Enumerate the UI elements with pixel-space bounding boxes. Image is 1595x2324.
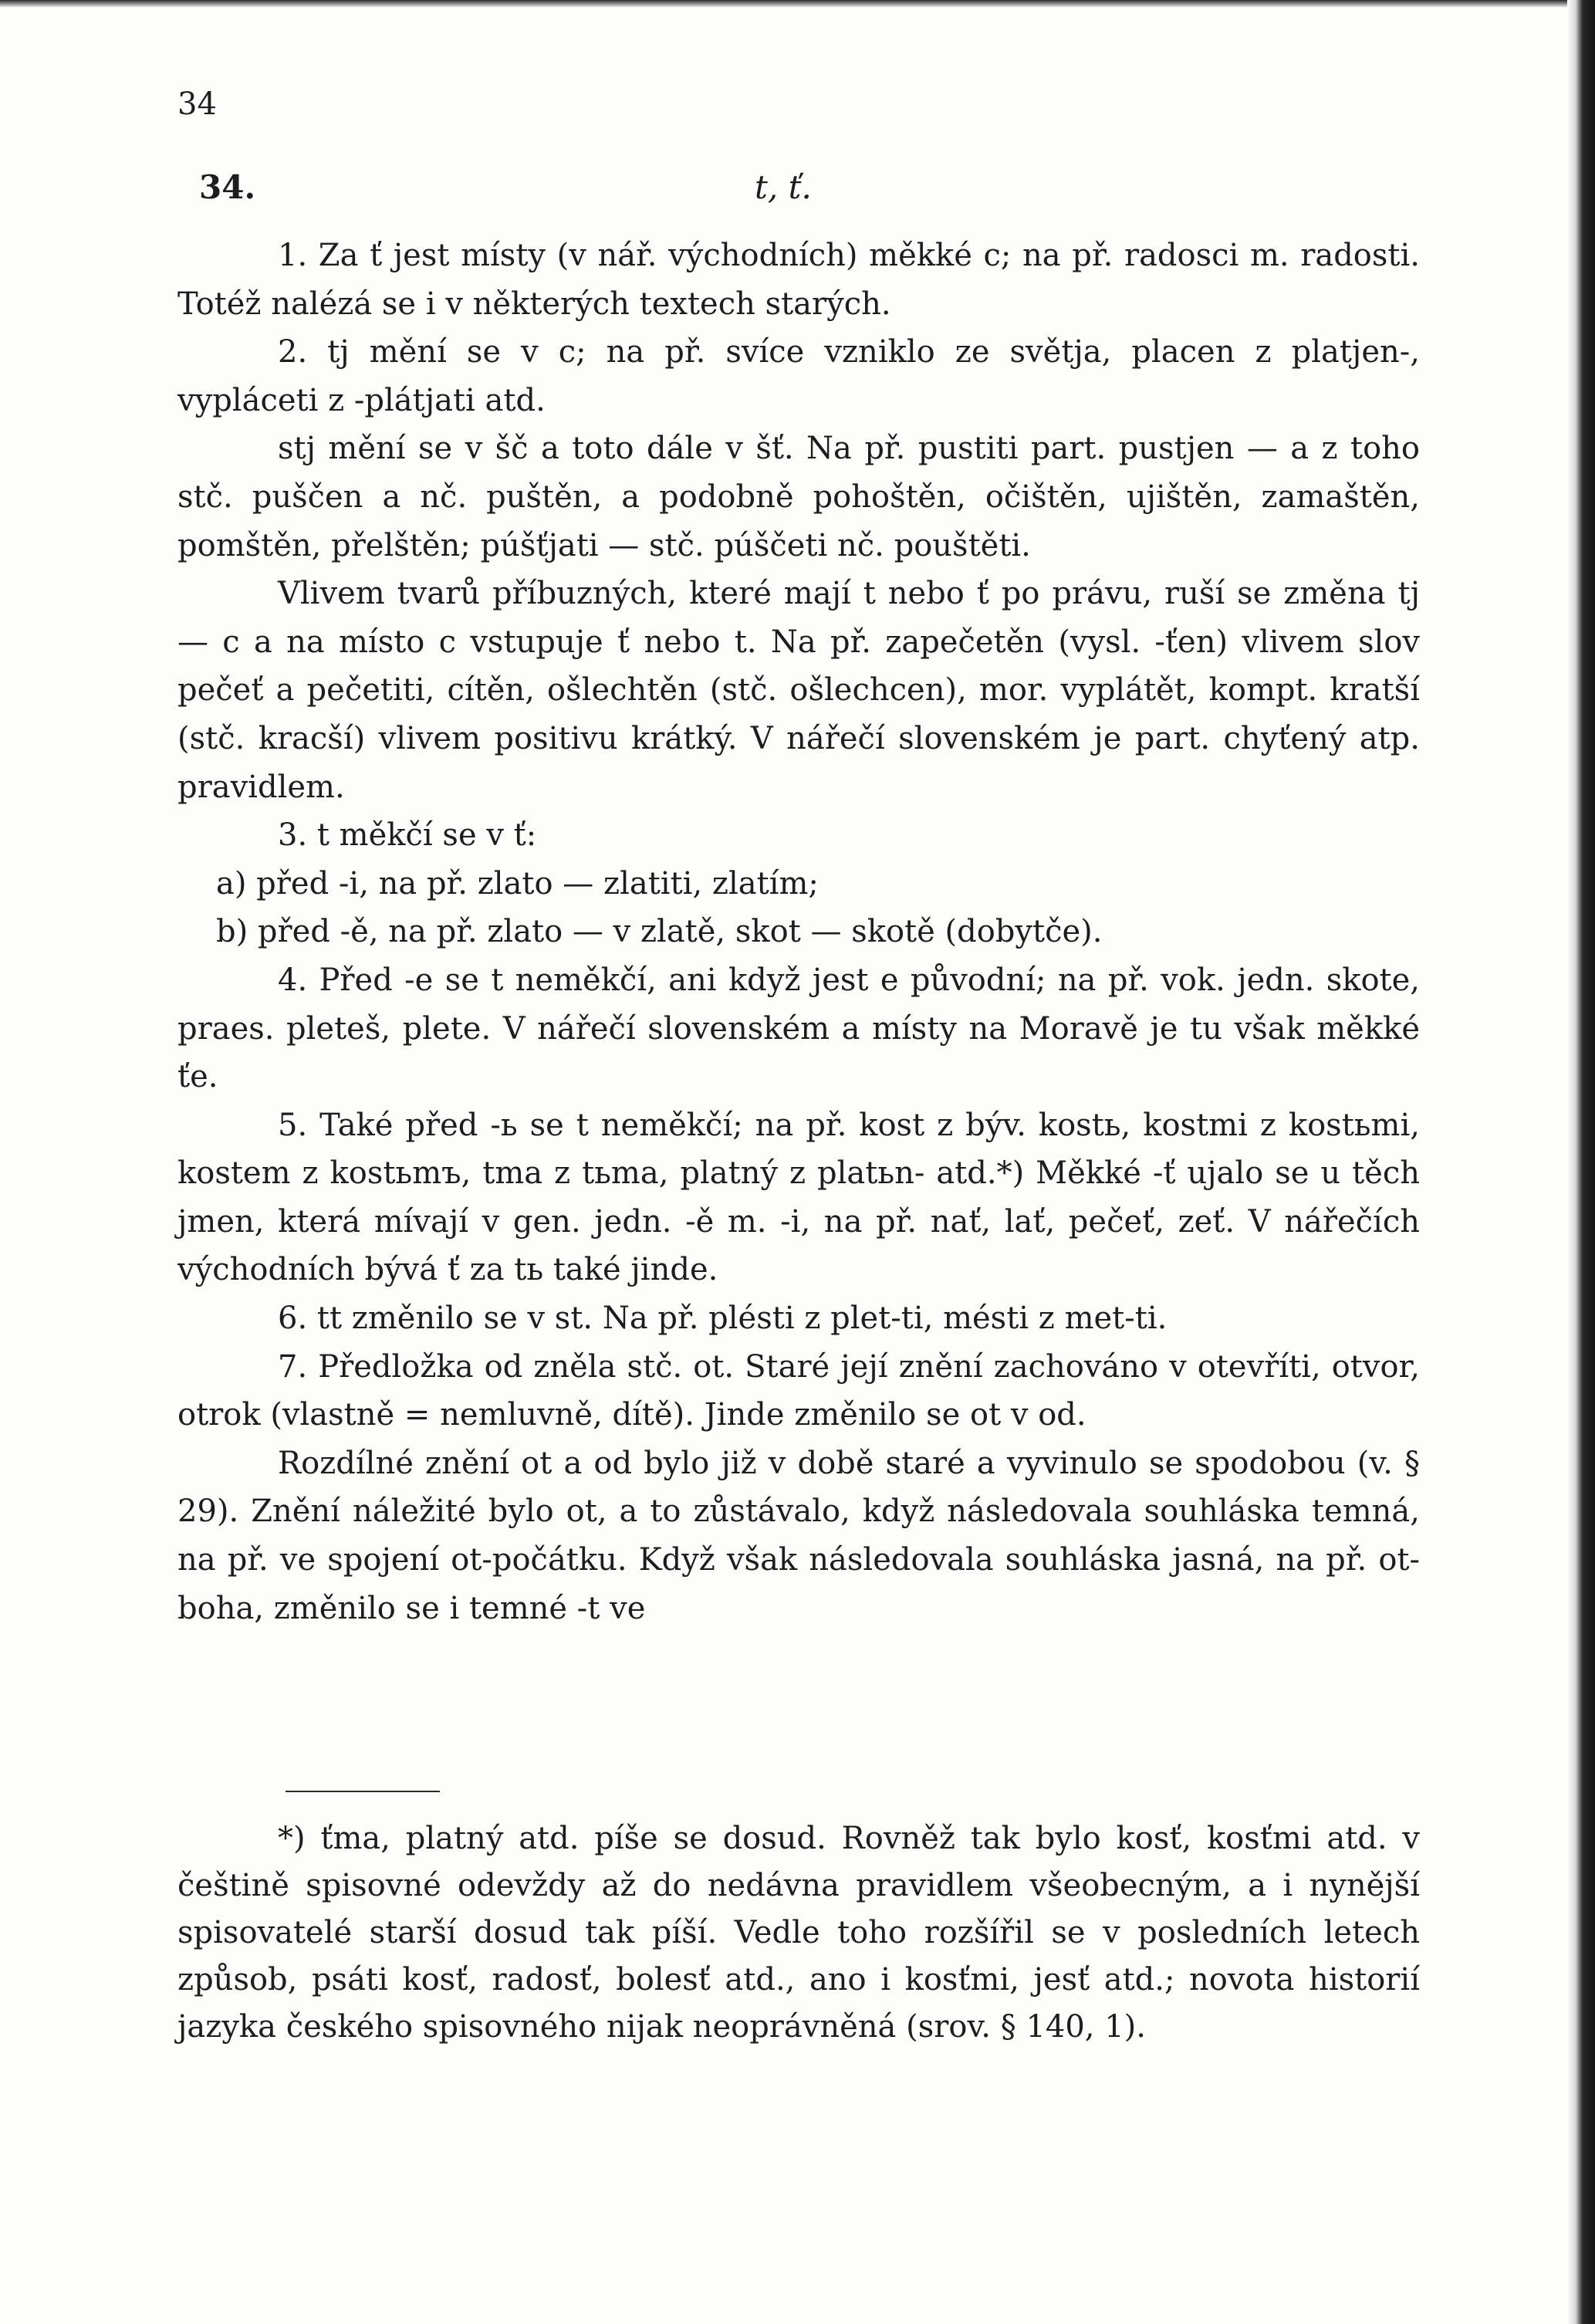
section-heading: [199, 168, 1418, 211]
page-number: 34: [177, 86, 217, 122]
body-text: [177, 232, 1420, 1632]
list-item-b: b) před -ě, na př. zlato — v zlatě, skot — skotě (dobytče).: [216, 914, 1103, 950]
paragraph-10: Rozdílné znění ot a od bylo již v době staré a vyvinulo se spodobou (v. § 29). Znění náležité bylo ot, a to zůstávalo, když následovala souhláska temná, na př. ve spojení ot-počátku. Když však následovala souhláska jasná, na př. ot-boha, změnilo se i temné -t ve: [177, 1445, 1420, 1626]
paragraph-2: 2. tj mění se v c; na př. svíce vzniklo ze světja, placen z platjen-, vypláceti z -plátjati atd.: [177, 334, 1420, 418]
section-number: 34.: [199, 168, 256, 206]
paragraph-7: 5. Také před -ь se t neměkčí; na př. kost z býv. kostь, kostmi z kostьmi, kostem z kostьmъ, tma z tьma, platný z platьn- atd.*) Měkké -ť ujalo se u těch jmen, která mívají v gen. jedn. -ě m. -i, na př. nať, lať, pečeť, zeť. V nářečích východních bývá ť za tь také jinde.: [177, 1107, 1420, 1288]
paragraph-3: stj mění se v šč a toto dále v šť. Na př. pustiti part. pustjen — a z toho stč. puščen a nč. puštěn, a podobně pohoštěn, očištěn, ujištěn, zamaštěn, pomštěn, přelštěn; púšťjati — stč. púščeti nč. pouštěti.: [177, 431, 1420, 563]
section-title: t, ť.: [755, 168, 812, 206]
paragraph-5: 3. t měkčí se v ť:: [278, 817, 537, 854]
list-item-a: a) před -i, na př. zlato — zlatiti, zlatím;: [216, 865, 819, 902]
footnote-divider: [286, 1791, 440, 1792]
paragraph-8: 6. tt změnilo se v st. Na př. plésti z plet-ti, mésti z met-ti.: [278, 1301, 1168, 1337]
scan-edge-top: [0, 0, 1595, 8]
scan-edge-right: [1567, 0, 1595, 2324]
paragraph-6: 4. Před -e se t neměkčí, ani když jest e původní; na př. vok. jedn. skote, praes. pleteš, plete. V nářečí slovenském a místy na Moravě je tu však měkké ťe.: [177, 962, 1420, 1095]
paragraph-9: 7. Předložka od zněla stč. ot. Staré její znění zachováno v otevříti, otvor, otrok (vlastně = nemluvně, dítě). Jinde změnilo se ot v od.: [177, 1348, 1420, 1433]
footnote: *) ťma, platný atd. píše se dosud. Rovněž tak bylo kosť, kosťmi atd. v češtině spisovné odevždy až do nedávna pravidlem všeobecným, a i nynější spisovatelé starší dosud tak píší. Vedle toho rozšířil se v posledních letech způsob, psáti kosť, radosť, bolesť atd., ano i kosťmi, jesť atd.; novota historií jazyka českého spisovného nijak neoprávněná (srov. § 140, 1).: [177, 1821, 1420, 2045]
paragraph-4: Vlivem tvarů příbuzných, které mají t nebo ť po právu, ruší se změna tj — c a na místo c vstupuje ť nebo t. Na př. zapečetěn (vysl. -ťen) vlivem slov pečeť a pečetiti, cítěn, ošlechtěn (stč. ošlechcen), mor. vyplátět, kompt. kratší (stč. kracší) vlivem positivu krátký. V nářečí slovenském je part. chyťený atp. pravidlem.: [177, 576, 1420, 805]
paragraph-1: 1. Za ť jest místy (v nář. východních) měkké c; na př. radosci m. radosti. Totéž nalézá se i v některých textech starých.: [177, 238, 1420, 322]
